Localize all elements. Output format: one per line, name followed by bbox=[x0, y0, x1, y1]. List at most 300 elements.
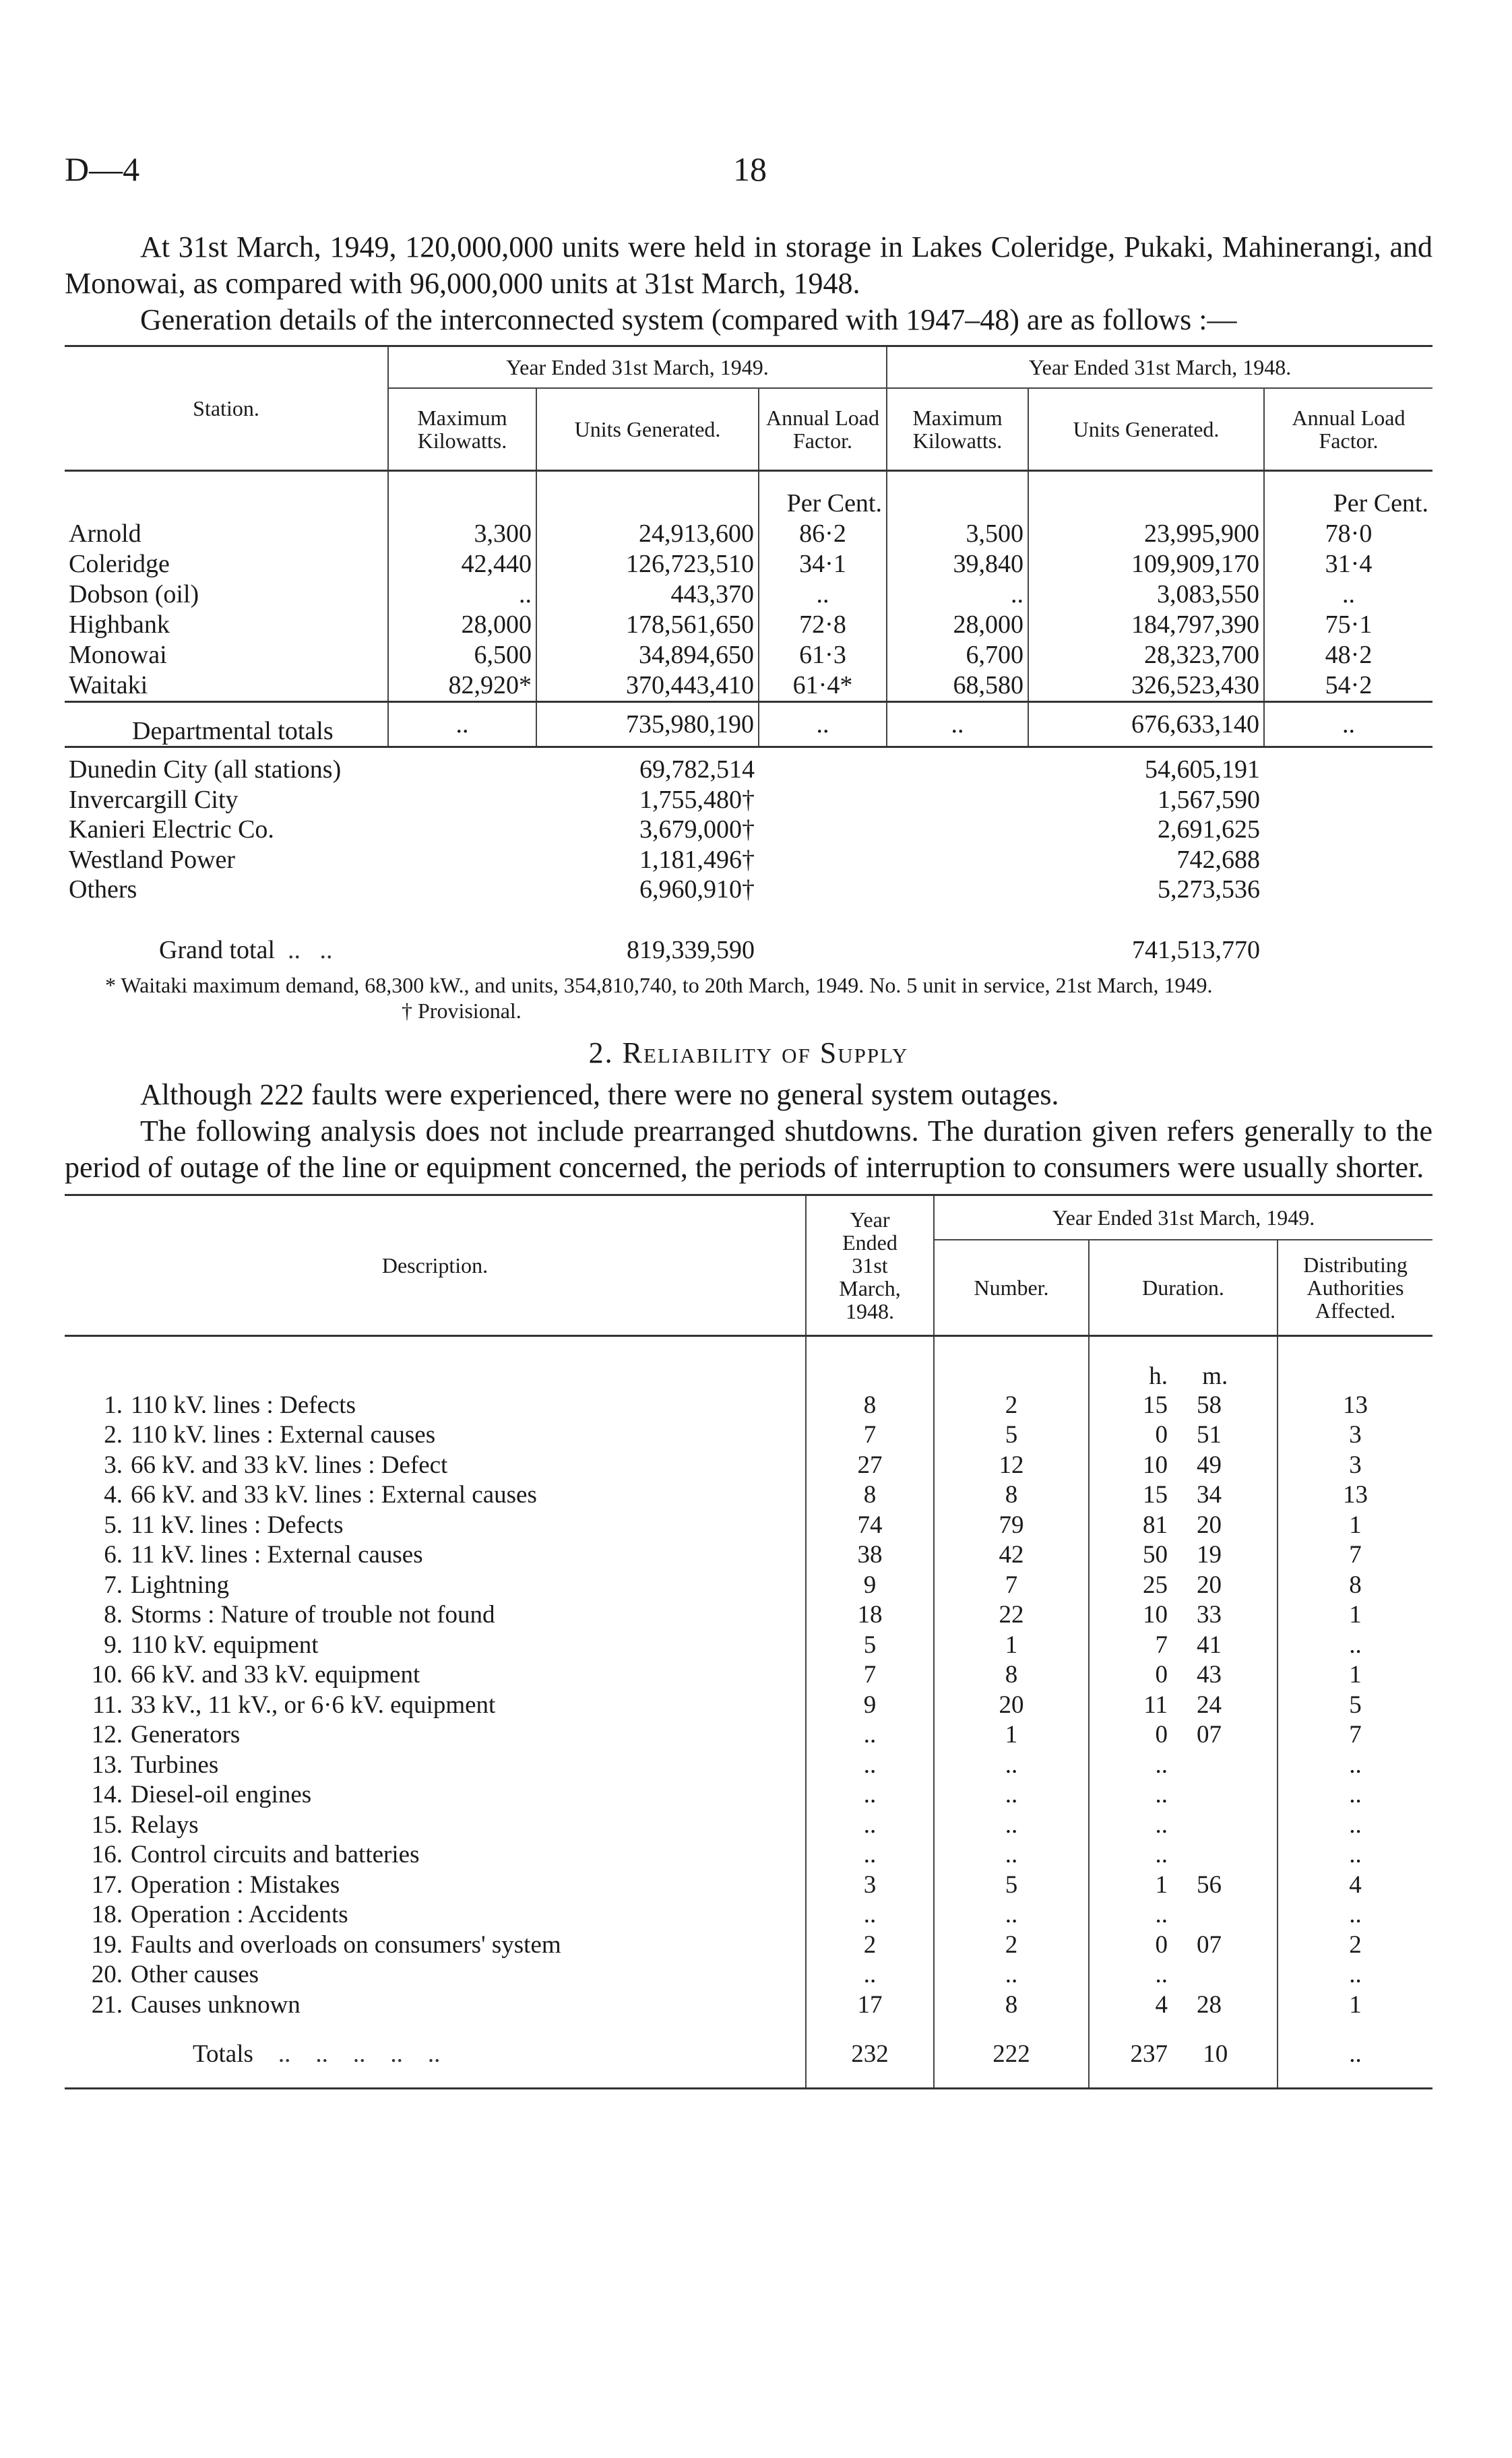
fault-description-text: 11 kV. lines : Defects bbox=[131, 1511, 344, 1539]
fault-number: 22 bbox=[934, 1600, 1089, 1631]
load-factor-1948: 75·1 bbox=[1264, 610, 1432, 640]
generation-row bbox=[65, 519, 1432, 549]
max-kw-1948: 3,500 bbox=[887, 519, 1028, 549]
col-load-49: Annual Load Factor. bbox=[759, 388, 887, 471]
units-1949: 370,443,410 bbox=[536, 670, 759, 702]
fault-duration bbox=[1089, 1900, 1278, 1930]
col-station-header: Station. bbox=[193, 396, 259, 420]
dept-max-49: .. bbox=[388, 702, 536, 747]
col-prev-year-header: Year Ended 31st March, 1948. bbox=[806, 1195, 934, 1335]
fault-row bbox=[65, 1870, 1432, 1901]
fault-row-number: 11. bbox=[92, 1691, 123, 1719]
fault-row-number: 6. bbox=[104, 1541, 123, 1569]
other-stations-rows bbox=[65, 755, 1432, 905]
footnote-waitaki: * Waitaki maximum demand, 68,300 kW., and units, 354,810,740, to 20th March, 1949. No. 5 unit in service, 21st March, 1949. bbox=[105, 972, 1213, 997]
fault-description bbox=[65, 1451, 806, 1481]
generation-row bbox=[65, 670, 1432, 702]
fault-description bbox=[65, 1930, 806, 1961]
units-1948: 109,909,170 bbox=[1028, 549, 1264, 579]
fault-row bbox=[65, 1720, 1432, 1751]
fault-hours: .. bbox=[1155, 1961, 1168, 1988]
fault-description bbox=[65, 1511, 806, 1541]
fault-row bbox=[65, 1660, 1432, 1691]
fault-duration bbox=[1089, 1990, 1278, 2021]
fault-description bbox=[65, 1660, 806, 1691]
fault-row-number: 20. bbox=[91, 1961, 123, 1988]
fault-description bbox=[65, 1631, 806, 1661]
fault-authorities: 1 bbox=[1278, 1990, 1432, 2021]
dept-max-48: .. bbox=[887, 702, 1028, 747]
grand-total-48: 741,513,770 bbox=[1132, 935, 1260, 964]
fault-hours: 7 bbox=[1155, 1631, 1168, 1659]
fault-prev-year: .. bbox=[806, 1751, 934, 1781]
fault-row bbox=[65, 1930, 1432, 1961]
fault-row bbox=[65, 1691, 1432, 1721]
max-kw-1948: 68,580 bbox=[887, 670, 1028, 702]
fault-description-text: Other causes bbox=[131, 1961, 259, 1988]
load-factor-1949: 61·4* bbox=[759, 670, 887, 702]
fault-description bbox=[65, 1870, 806, 1901]
col-number-header: Number. bbox=[934, 1240, 1089, 1336]
fault-minutes: 07 bbox=[1197, 1721, 1222, 1748]
fault-row-number: 3. bbox=[104, 1451, 123, 1479]
fault-duration bbox=[1089, 1930, 1278, 1961]
spacer-cell bbox=[1264, 875, 1432, 905]
fault-number: 5 bbox=[934, 1420, 1089, 1451]
fault-description-text: Operation : Accidents bbox=[131, 1901, 348, 1928]
fault-row-number: 12. bbox=[91, 1721, 123, 1748]
totals-duration: 237 10 bbox=[1089, 2020, 1278, 2089]
fault-minutes: 34 bbox=[1197, 1481, 1222, 1509]
hours-unit: h. bbox=[1149, 1362, 1168, 1390]
dept-load-49: .. bbox=[759, 702, 887, 747]
fault-hours: 50 bbox=[1143, 1541, 1168, 1569]
fault-description bbox=[65, 1600, 806, 1631]
fault-authorities: 7 bbox=[1278, 1540, 1432, 1571]
station-name: Coleridge bbox=[69, 550, 170, 578]
load-factor-1949: 86·2 bbox=[759, 519, 887, 549]
fault-description bbox=[65, 1960, 806, 1990]
fault-authorities: 1 bbox=[1278, 1511, 1432, 1541]
other-units-1949: 69,782,514 bbox=[639, 755, 755, 784]
fault-row bbox=[65, 1511, 1432, 1541]
fault-authorities: 2 bbox=[1278, 1930, 1432, 1961]
fault-row bbox=[65, 1990, 1432, 2021]
spacer-cell bbox=[887, 785, 1028, 815]
fault-description bbox=[65, 1720, 806, 1751]
fault-hours: 1 bbox=[1155, 1870, 1168, 1899]
fault-number: 7 bbox=[934, 1571, 1089, 1601]
fault-hours: 0 bbox=[1155, 1661, 1168, 1689]
fault-description-text: Control circuits and batteries bbox=[131, 1841, 420, 1868]
minutes-unit: m. bbox=[1202, 1362, 1228, 1390]
fault-authorities: 8 bbox=[1278, 1571, 1432, 1601]
fault-row bbox=[65, 1571, 1432, 1601]
fault-hours: .. bbox=[1155, 1841, 1168, 1868]
fault-description-text: 110 kV. equipment bbox=[131, 1631, 319, 1659]
fault-authorities: 7 bbox=[1278, 1720, 1432, 1751]
totals-label-cell: Totals .. .. .. .. .. bbox=[193, 2040, 441, 2068]
spacer-cell bbox=[759, 815, 887, 845]
fault-number: .. bbox=[934, 1900, 1089, 1930]
spacer-cell bbox=[1264, 785, 1432, 815]
intro-paragraph-1: At 31st March, 1949, 120,000,000 units were held in storage in Lakes Coleridge, Pukaki, Mahinerangi, and Monowai, as compared with 96,000,000 units at 31st March, 1948. bbox=[65, 230, 1432, 300]
fault-prev-year: 27 bbox=[806, 1451, 934, 1481]
spacer-cell bbox=[887, 755, 1028, 785]
grand-total-label: Grand total .. .. bbox=[159, 935, 333, 964]
fault-description-text: 33 kV., 11 kV., or 6·6 kV. equipment bbox=[131, 1691, 496, 1719]
fault-duration bbox=[1089, 1691, 1278, 1721]
other-units-1948: 54,605,191 bbox=[1145, 755, 1260, 784]
fault-prev-year: 74 bbox=[806, 1511, 934, 1541]
fault-description bbox=[65, 1990, 806, 2021]
intro-paragraph-2: Generation details of the interconnected system (compared with 1947–48) are as follows :— bbox=[140, 303, 1237, 336]
spacer-cell bbox=[887, 875, 1028, 905]
fault-row bbox=[65, 1810, 1432, 1841]
fault-prev-year: 5 bbox=[806, 1631, 934, 1661]
fault-authorities: 1 bbox=[1278, 1660, 1432, 1691]
station-name: Highbank bbox=[69, 610, 170, 639]
fault-duration bbox=[1089, 1720, 1278, 1751]
units-1948: 28,323,700 bbox=[1028, 640, 1264, 670]
fault-description bbox=[65, 1540, 806, 1571]
generation-row bbox=[65, 640, 1432, 670]
fault-row-number: 2. bbox=[104, 1421, 123, 1449]
fault-prev-year: .. bbox=[806, 1720, 934, 1751]
other-units-1948: 5,273,536 bbox=[1158, 875, 1260, 904]
fault-row-number: 15. bbox=[91, 1810, 123, 1839]
fault-duration bbox=[1089, 1870, 1278, 1901]
fault-duration bbox=[1089, 1780, 1278, 1810]
fault-authorities: .. bbox=[1278, 1631, 1432, 1661]
other-station-name: Others bbox=[69, 875, 137, 904]
fault-description bbox=[65, 1840, 806, 1870]
fault-hours: 10 bbox=[1143, 1451, 1168, 1479]
fault-prev-year: 8 bbox=[806, 1480, 934, 1511]
fault-row-number: 18. bbox=[91, 1901, 123, 1928]
fault-row-number: 7. bbox=[104, 1571, 123, 1599]
fault-number: .. bbox=[934, 1960, 1089, 1990]
fault-row bbox=[65, 1631, 1432, 1661]
fault-prev-year: .. bbox=[806, 1840, 934, 1870]
totals-number: 222 bbox=[934, 2020, 1089, 2089]
fault-number: 1 bbox=[934, 1720, 1089, 1751]
fault-authorities: .. bbox=[1278, 1960, 1432, 1990]
fault-description-text: 66 kV. and 33 kV. lines : External causes bbox=[131, 1481, 537, 1509]
fault-minutes: 20 bbox=[1197, 1571, 1222, 1599]
fault-hours: 10 bbox=[1143, 1601, 1168, 1629]
fault-row-number: 17. bbox=[91, 1870, 123, 1899]
fault-description bbox=[65, 1900, 806, 1930]
dept-units-48: 676,633,140 bbox=[1028, 702, 1264, 747]
fault-description-text: 110 kV. lines : External causes bbox=[131, 1421, 436, 1449]
totals-authorities: .. bbox=[1278, 2020, 1432, 2089]
spacer-cell bbox=[759, 785, 887, 815]
max-kw-1948: 39,840 bbox=[887, 549, 1028, 579]
fault-row bbox=[65, 1451, 1432, 1481]
fault-row bbox=[65, 1391, 1432, 1421]
fault-row-number: 1. bbox=[104, 1391, 123, 1419]
fault-duration bbox=[1089, 1810, 1278, 1841]
fault-prev-year: .. bbox=[806, 1780, 934, 1810]
fault-minutes: 19 bbox=[1197, 1541, 1222, 1569]
load-factor-1948: 48·2 bbox=[1264, 640, 1432, 670]
max-kw-1948: .. bbox=[887, 579, 1028, 610]
section-2-paragraph-2: The following analysis does not include prearranged shutdowns. The duration given refers generally to the period of outage of the line or equipment concerned, the periods of interruption to consumers were usually shorter. bbox=[65, 1114, 1432, 1184]
station-name: Arnold bbox=[69, 519, 141, 548]
fault-authorities: .. bbox=[1278, 1900, 1432, 1930]
fault-duration bbox=[1089, 1660, 1278, 1691]
max-kw-1949: 3,300 bbox=[388, 519, 536, 549]
fault-row-number: 8. bbox=[104, 1601, 123, 1629]
units-1948: 23,995,900 bbox=[1028, 519, 1264, 549]
other-units-1948: 1,567,590 bbox=[1158, 785, 1260, 814]
fault-description-text: Diesel-oil engines bbox=[131, 1781, 312, 1808]
fault-prev-year: 17 bbox=[806, 1990, 934, 2021]
fault-row bbox=[65, 1960, 1432, 1990]
fault-row-number: 21. bbox=[91, 1990, 123, 2019]
fault-number: 8 bbox=[934, 1990, 1089, 2021]
fault-description bbox=[65, 1391, 806, 1421]
units-1948: 184,797,390 bbox=[1028, 610, 1264, 640]
fault-hours: 81 bbox=[1143, 1511, 1168, 1539]
fault-number: 2 bbox=[934, 1391, 1089, 1421]
fault-number: 1 bbox=[934, 1631, 1089, 1661]
other-units-1949: 1,181,496† bbox=[639, 845, 755, 874]
fault-minutes: 33 bbox=[1197, 1601, 1222, 1629]
fault-description-text: Generators bbox=[131, 1721, 241, 1748]
col-units-49: Units Generated. bbox=[536, 388, 759, 471]
section-2-paragraph-1: Although 222 faults were experienced, there were no general system outages. bbox=[140, 1077, 1059, 1111]
fault-minutes: 07 bbox=[1197, 1930, 1222, 1959]
load-factor-1948: 54·2 bbox=[1264, 670, 1432, 702]
generation-row bbox=[65, 579, 1432, 610]
fault-authorities: .. bbox=[1278, 1751, 1432, 1781]
fault-duration bbox=[1089, 1751, 1278, 1781]
fault-row bbox=[65, 1540, 1432, 1571]
other-station-name: Kanieri Electric Co. bbox=[69, 815, 274, 844]
fault-authorities: .. bbox=[1278, 1840, 1432, 1870]
spacer-cell bbox=[1264, 755, 1432, 785]
fault-prev-year: 3 bbox=[806, 1870, 934, 1901]
fault-prev-year: 2 bbox=[806, 1930, 934, 1961]
fault-row-number: 10. bbox=[91, 1661, 123, 1689]
fault-authorities: 5 bbox=[1278, 1691, 1432, 1721]
fault-prev-year: 7 bbox=[806, 1420, 934, 1451]
fault-prev-year: 18 bbox=[806, 1600, 934, 1631]
load-factor-1949: 61·3 bbox=[759, 640, 887, 670]
fault-minutes: 51 bbox=[1197, 1421, 1222, 1449]
col-load-48: Annual Load Factor. bbox=[1264, 388, 1432, 471]
fault-minutes: 20 bbox=[1197, 1511, 1222, 1539]
group-header-1948: Year Ended 31st March, 1948. bbox=[887, 346, 1432, 389]
totals-prev: 232 bbox=[806, 2020, 934, 2089]
fault-row bbox=[65, 1420, 1432, 1451]
units-1948: 3,083,550 bbox=[1028, 579, 1264, 610]
fault-authorities: 13 bbox=[1278, 1391, 1432, 1421]
page-body bbox=[65, 229, 1432, 2089]
spacer-cell bbox=[759, 845, 887, 875]
fault-prev-year: 7 bbox=[806, 1660, 934, 1691]
units-1949: 34,894,650 bbox=[536, 640, 759, 670]
fault-minutes: 58 bbox=[1197, 1391, 1222, 1419]
max-kw-1949: 42,440 bbox=[388, 549, 536, 579]
fault-row bbox=[65, 1780, 1432, 1810]
page-number: 18 bbox=[733, 150, 767, 188]
col-max-49: Maximum Kilowatts. bbox=[388, 388, 536, 471]
fault-authorities: 13 bbox=[1278, 1480, 1432, 1511]
generation-row bbox=[65, 610, 1432, 640]
other-units-1949: 3,679,000† bbox=[639, 815, 755, 844]
other-units-1948: 2,691,625 bbox=[1158, 815, 1260, 844]
group-header-1949: Year Ended 31st March, 1949. bbox=[388, 346, 887, 389]
max-kw-1949: 82,920* bbox=[388, 670, 536, 702]
station-name: Monowai bbox=[69, 641, 167, 669]
fault-duration bbox=[1089, 1391, 1278, 1421]
fault-hours: 15 bbox=[1143, 1481, 1168, 1509]
max-kw-1948: 6,700 bbox=[887, 640, 1028, 670]
fault-prev-year: .. bbox=[806, 1960, 934, 1990]
units-1948: 326,523,430 bbox=[1028, 670, 1264, 702]
per-cent-label-49: Per Cent. bbox=[759, 471, 887, 519]
fault-duration bbox=[1089, 1840, 1278, 1870]
fault-row-number: 13. bbox=[91, 1751, 123, 1779]
other-station-row bbox=[65, 875, 1432, 905]
fault-hours: .. bbox=[1155, 1901, 1168, 1928]
fault-number: .. bbox=[934, 1780, 1089, 1810]
fault-row-number: 9. bbox=[104, 1631, 123, 1659]
fault-duration bbox=[1089, 1571, 1278, 1601]
fault-hours: 11 bbox=[1143, 1691, 1168, 1719]
max-kw-1949: .. bbox=[388, 579, 536, 610]
load-factor-1949: 34·1 bbox=[759, 549, 887, 579]
fault-duration bbox=[1089, 1960, 1278, 1990]
generation-rows bbox=[65, 519, 1432, 702]
fault-row bbox=[65, 1900, 1432, 1930]
max-kw-1949: 6,500 bbox=[388, 640, 536, 670]
max-kw-1949: 28,000 bbox=[388, 610, 536, 640]
fault-prev-year: .. bbox=[806, 1900, 934, 1930]
fault-description-text: 66 kV. and 33 kV. equipment bbox=[131, 1661, 420, 1689]
other-units-1949: 6,960,910† bbox=[639, 875, 755, 904]
fault-number: .. bbox=[934, 1810, 1089, 1841]
load-factor-1949: 72·8 bbox=[759, 610, 887, 640]
fault-hours: .. bbox=[1155, 1751, 1168, 1779]
fault-row-number: 16. bbox=[91, 1841, 123, 1868]
other-station-name: Invercargill City bbox=[69, 785, 239, 814]
duration-units bbox=[1089, 1335, 1278, 1391]
fault-number: 8 bbox=[934, 1480, 1089, 1511]
spacer-cell bbox=[1264, 815, 1432, 845]
fault-rows bbox=[65, 1391, 1432, 2021]
fault-prev-year: .. bbox=[806, 1810, 934, 1841]
fault-row-number: 14. bbox=[91, 1781, 123, 1808]
fault-minutes: 41 bbox=[1197, 1631, 1222, 1659]
fault-number: .. bbox=[934, 1751, 1089, 1781]
station-name: Waitaki bbox=[69, 671, 148, 699]
fault-row-number: 4. bbox=[104, 1481, 123, 1509]
fault-description bbox=[65, 1571, 806, 1601]
fault-number: 12 bbox=[934, 1451, 1089, 1481]
station-name: Dobson (oil) bbox=[69, 580, 199, 608]
fault-hours: 0 bbox=[1155, 1930, 1168, 1959]
fault-duration bbox=[1089, 1511, 1278, 1541]
fault-row bbox=[65, 1480, 1432, 1511]
load-factor-1948: 31·4 bbox=[1264, 549, 1432, 579]
spacer-cell bbox=[759, 755, 887, 785]
fault-prev-year: 9 bbox=[806, 1691, 934, 1721]
fault-number: 20 bbox=[934, 1691, 1089, 1721]
col-max-48: Maximum Kilowatts. bbox=[887, 388, 1028, 471]
fault-authorities: 1 bbox=[1278, 1600, 1432, 1631]
fault-number: 5 bbox=[934, 1870, 1089, 1901]
fault-description-text: Turbines bbox=[131, 1751, 219, 1779]
fault-minutes: 56 bbox=[1197, 1870, 1222, 1899]
col-duration-header: Duration. bbox=[1089, 1240, 1278, 1336]
fault-row bbox=[65, 1840, 1432, 1870]
fault-duration bbox=[1089, 1600, 1278, 1631]
fault-row-number: 5. bbox=[104, 1511, 123, 1539]
other-units-1948: 742,688 bbox=[1176, 845, 1260, 874]
fault-authorities: .. bbox=[1278, 1780, 1432, 1810]
section-2-title: 2. Reliability of Supply bbox=[588, 1036, 909, 1069]
fault-row bbox=[65, 1751, 1432, 1781]
fault-authorities: .. bbox=[1278, 1810, 1432, 1841]
other-units-1949: 1,755,480† bbox=[639, 785, 755, 814]
load-factor-1948: 78·0 bbox=[1264, 519, 1432, 549]
spacer-cell bbox=[759, 875, 887, 905]
other-station-row bbox=[65, 815, 1432, 845]
fault-description bbox=[65, 1480, 806, 1511]
per-cent-label-48: Per Cent. bbox=[1264, 471, 1432, 519]
fault-duration bbox=[1089, 1480, 1278, 1511]
fault-number: .. bbox=[934, 1840, 1089, 1870]
fault-hours: .. bbox=[1155, 1781, 1168, 1808]
fault-number: 8 bbox=[934, 1660, 1089, 1691]
fault-description-text: Operation : Mistakes bbox=[131, 1870, 340, 1899]
fault-minutes: 24 bbox=[1197, 1691, 1222, 1719]
fault-hours: .. bbox=[1155, 1810, 1168, 1839]
fault-hours: 4 bbox=[1155, 1990, 1168, 2019]
fault-description-text: 110 kV. lines : Defects bbox=[131, 1391, 356, 1419]
fault-row-number: 19. bbox=[91, 1930, 123, 1959]
col-authorities-header: Distributing Authorities Affected. bbox=[1278, 1240, 1432, 1336]
fault-analysis-table bbox=[65, 1194, 1432, 2090]
spacer-cell bbox=[887, 815, 1028, 845]
fault-number: 2 bbox=[934, 1930, 1089, 1961]
grand-total-49: 819,339,590 bbox=[627, 935, 755, 964]
fault-description-text: Relays bbox=[131, 1810, 199, 1839]
footnote-provisional: † Provisional. bbox=[402, 998, 522, 1023]
generation-table bbox=[65, 345, 1432, 966]
section-code: D—4 bbox=[65, 150, 140, 188]
fault-number: 42 bbox=[934, 1540, 1089, 1571]
units-1949: 443,370 bbox=[536, 579, 759, 610]
fault-description-text: Lightning bbox=[131, 1571, 229, 1599]
fault-duration bbox=[1089, 1420, 1278, 1451]
max-kw-1948: 28,000 bbox=[887, 610, 1028, 640]
fault-prev-year: 38 bbox=[806, 1540, 934, 1571]
fault-description bbox=[65, 1751, 806, 1781]
fault-prev-year: 8 bbox=[806, 1391, 934, 1421]
fault-minutes: 43 bbox=[1197, 1661, 1222, 1689]
footnotes bbox=[65, 972, 1432, 1023]
fault-description-text: 66 kV. and 33 kV. lines : Defect bbox=[131, 1451, 448, 1479]
units-1949: 178,561,650 bbox=[536, 610, 759, 640]
fault-hours: 15 bbox=[1143, 1391, 1168, 1419]
load-factor-1948: .. bbox=[1264, 579, 1432, 610]
fault-description bbox=[65, 1420, 806, 1451]
